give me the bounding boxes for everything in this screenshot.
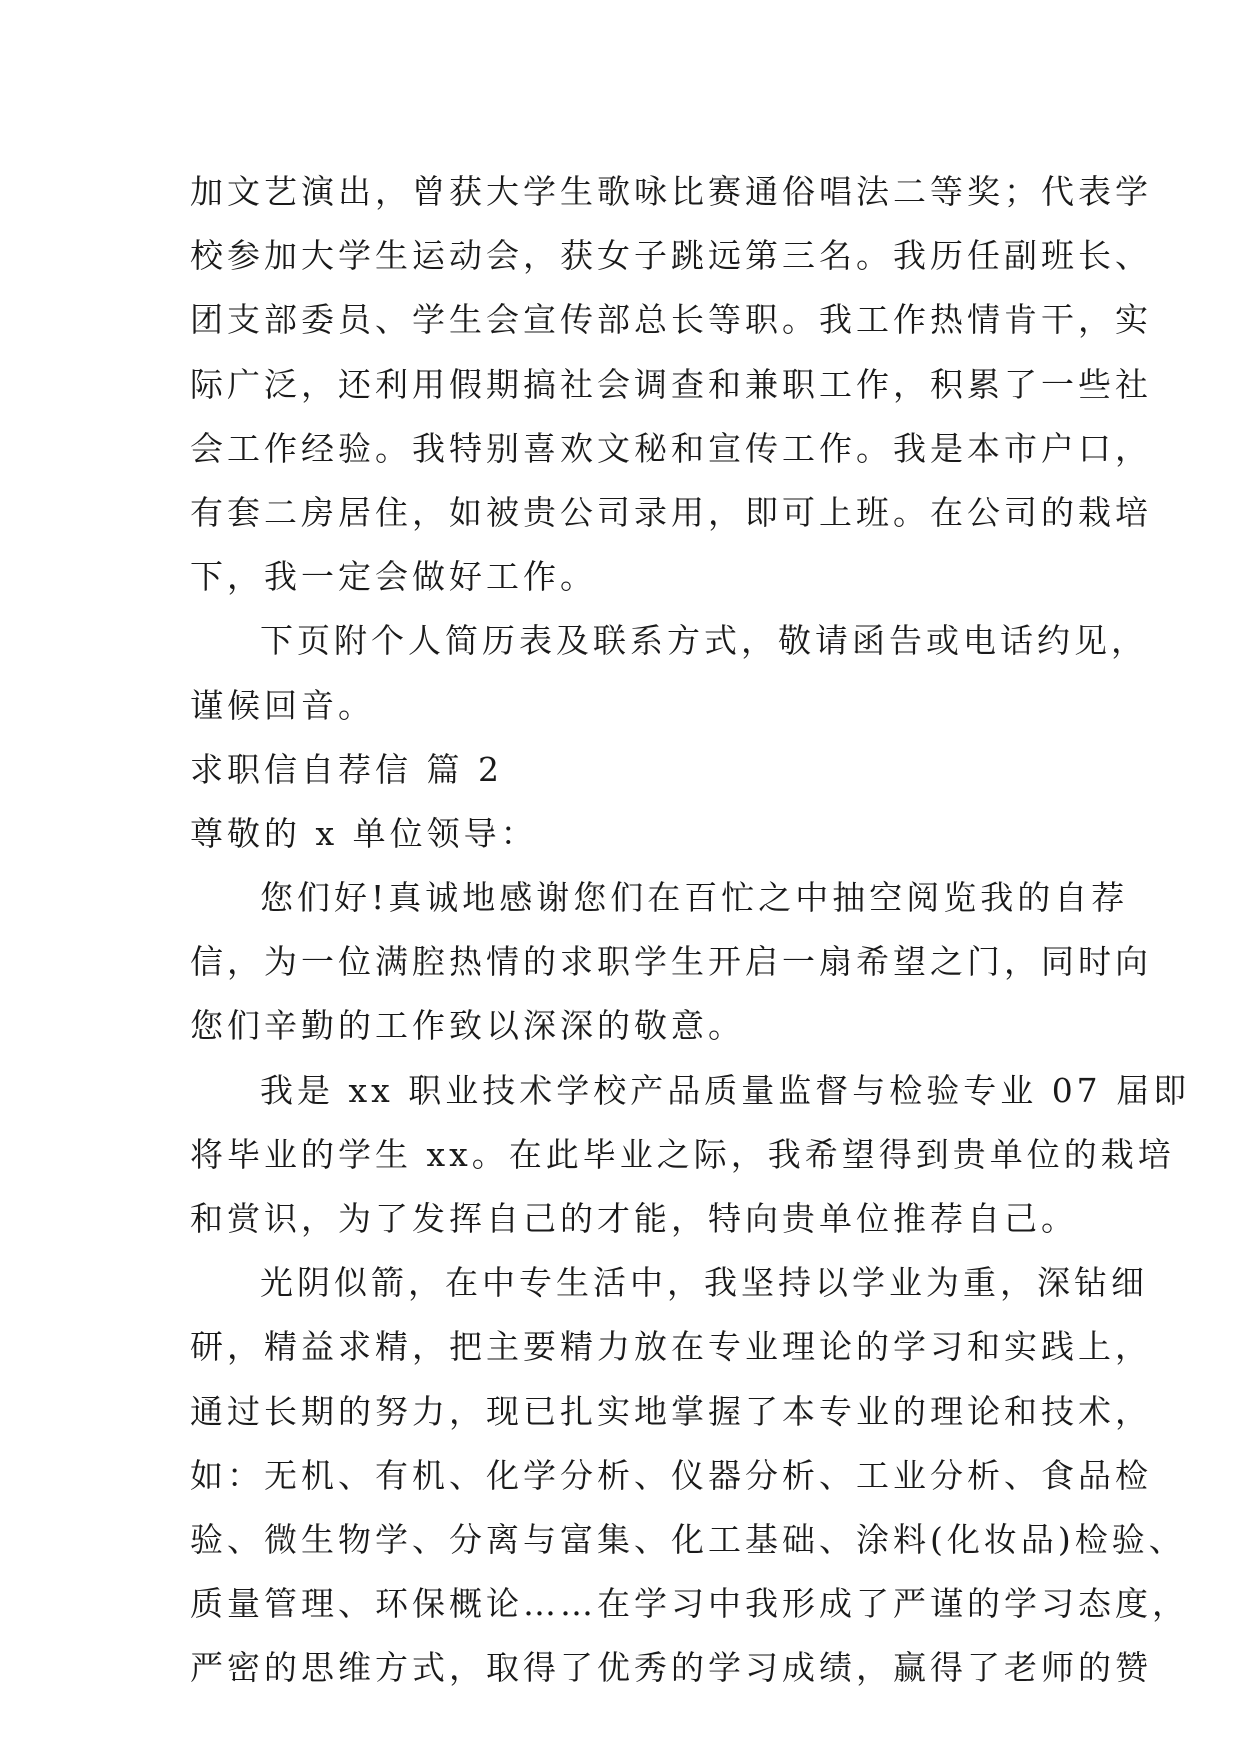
text-line: 您们好!真诚地感谢您们在百忙之中抽空阅览我的自荐 <box>260 878 1129 918</box>
text-line: 下页附个人简历表及联系方式，敬请函告或电话约见， <box>260 621 1148 661</box>
text-line: 和赏识，为了发挥自己的才能，特向贵单位推荐自己。 <box>190 1199 1078 1238</box>
salutation: 尊敬的 x 单位领导： <box>190 813 538 853</box>
text-line: 会工作经验。我特别喜欢文秘和宣传工作。我是本市户口， <box>190 428 1152 468</box>
text-line: 加文艺演出，曾获大学生歌咏比赛通俗唱法二等奖；代表学 <box>190 172 1152 211</box>
text-line: 如：无机、有机、化学分析、仪器分析、工业分析、食品检 <box>190 1455 1152 1495</box>
text-line: 谨候回音。 <box>190 685 375 725</box>
text-line: 将毕业的学生 xx。在此毕业之际，我希望得到贵单位的栽培 <box>190 1134 1175 1174</box>
text-line: 验、微生物学、分离与富集、化工基础、涂料(化妆品)检验、 <box>190 1519 1186 1559</box>
text-line: 我是 xx 职业技术学校产品质量监督与检验专业 07 届即 <box>260 1070 1191 1110</box>
text-line: 信，为一位满腔热情的求职学生开启一扇希望之门，同时向 <box>190 942 1152 982</box>
body-text <box>190 160 1191 1701</box>
text-line: 质量管理、环保概论……在学习中我形成了严谨的学习态度， <box>190 1584 1189 1624</box>
text-line: 您们辛勤的工作致以深深的敬意。 <box>190 1006 745 1046</box>
text-line: 校参加大学生运动会，获女子跳远第三名。我历任副班长、 <box>190 236 1152 276</box>
text-line: 通过长期的努力，现已扎实地掌握了本专业的理论和技术， <box>190 1391 1152 1431</box>
text-line: 下，我一定会做好工作。 <box>190 557 597 597</box>
text-line: 研，精益求精，把主要精力放在专业理论的学习和实践上， <box>190 1327 1152 1367</box>
section-heading: 求职信自荐信 篇 2 <box>190 749 503 789</box>
text-line: 光阴似箭，在中专生活中，我坚持以学业为重，深钻细 <box>260 1263 1148 1303</box>
text-line: 际广泛，还利用假期搞社会调查和兼职工作，积累了一些社 <box>190 364 1152 404</box>
text-line: 严密的思维方式，取得了优秀的学习成绩，赢得了老师的赞 <box>190 1648 1152 1688</box>
text-line: 有套二房居住，如被贵公司录用，即可上班。在公司的栽培 <box>190 492 1152 532</box>
text-line: 团支部委员、学生会宣传部总长等职。我工作热情肯干，实 <box>190 300 1152 340</box>
